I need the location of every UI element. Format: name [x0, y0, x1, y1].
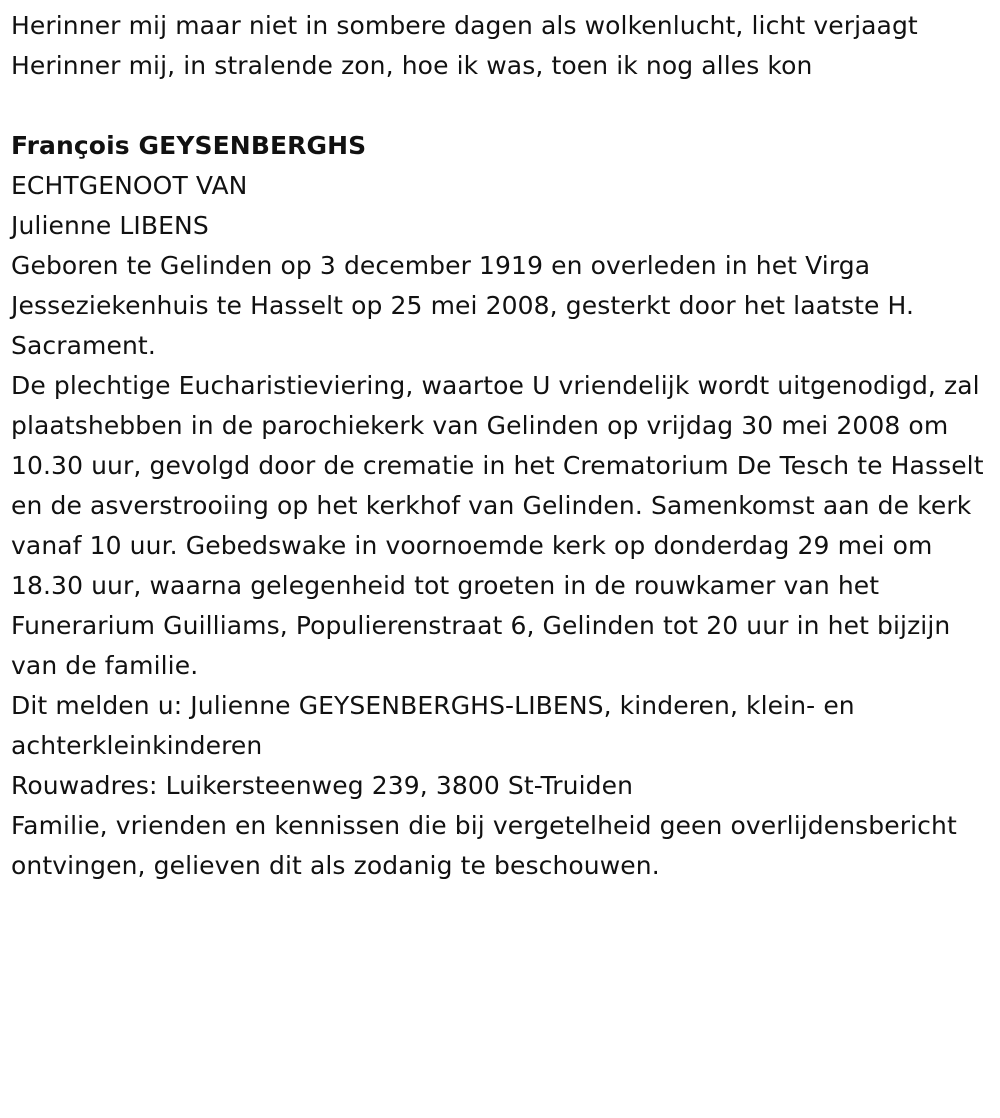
- announcement-paragraph: Dit melden u: Julienne GEYSENBERGHS-LIBENS, kinderen, klein- en achterkleinkinderen: [11, 691, 855, 760]
- spouse-name: Julienne LIBENS: [11, 211, 209, 240]
- verse-line-1: Herinner mij maar niet in sombere dagen als wolkenlucht, licht verjaagt: [11, 11, 918, 40]
- deceased-name: François GEYSENBERGHS: [11, 131, 367, 160]
- obituary-notice: [11, 6, 991, 886]
- birth-death-paragraph: Geboren te Gelinden op 3 december 1919 en overleden in het Virga Jesseziekenhuis te Hasselt op 25 mei 2008, gesterkt door het laatste H. Sacrament.: [11, 251, 915, 360]
- mourning-address: Rouwadres: Luikersteenweg 239, 3800 St-Truiden: [11, 771, 634, 800]
- closing-note: Familie, vrienden en kennissen die bij vergetelheid geen overlijdensbericht ontvingen, gelieven dit als zodanig te beschouwen.: [11, 811, 957, 880]
- memorial-verse: [11, 6, 991, 86]
- relation-label: ECHTGENOOT VAN: [11, 171, 248, 200]
- verse-line-2: Herinner mij, in stralende zon, hoe ik was, toen ik nog alles kon: [11, 51, 813, 80]
- ceremony-paragraph: De plechtige Eucharistieviering, waartoe U vriendelijk wordt uitgenodigd, zal plaatshebben in de parochiekerk van Gelinden op vrijdag 30 mei 2008 om 10.30 uur, gevolgd door de crematie in het Crematorium De Tesch te Hasselt en de asverstrooiing op het kerkhof van Gelinden. Samenkomst aan de kerk vanaf 10 uur. Gebedswake in voornoemde kerk op donderdag 29 mei om 18.30 uur, waarna gelegenheid tot groeten in de rouwkamer van het Funerarium Guilliams, Populierenstraat 6, Gelinden tot 20 uur in het bijzijn van de familie.: [11, 371, 984, 680]
